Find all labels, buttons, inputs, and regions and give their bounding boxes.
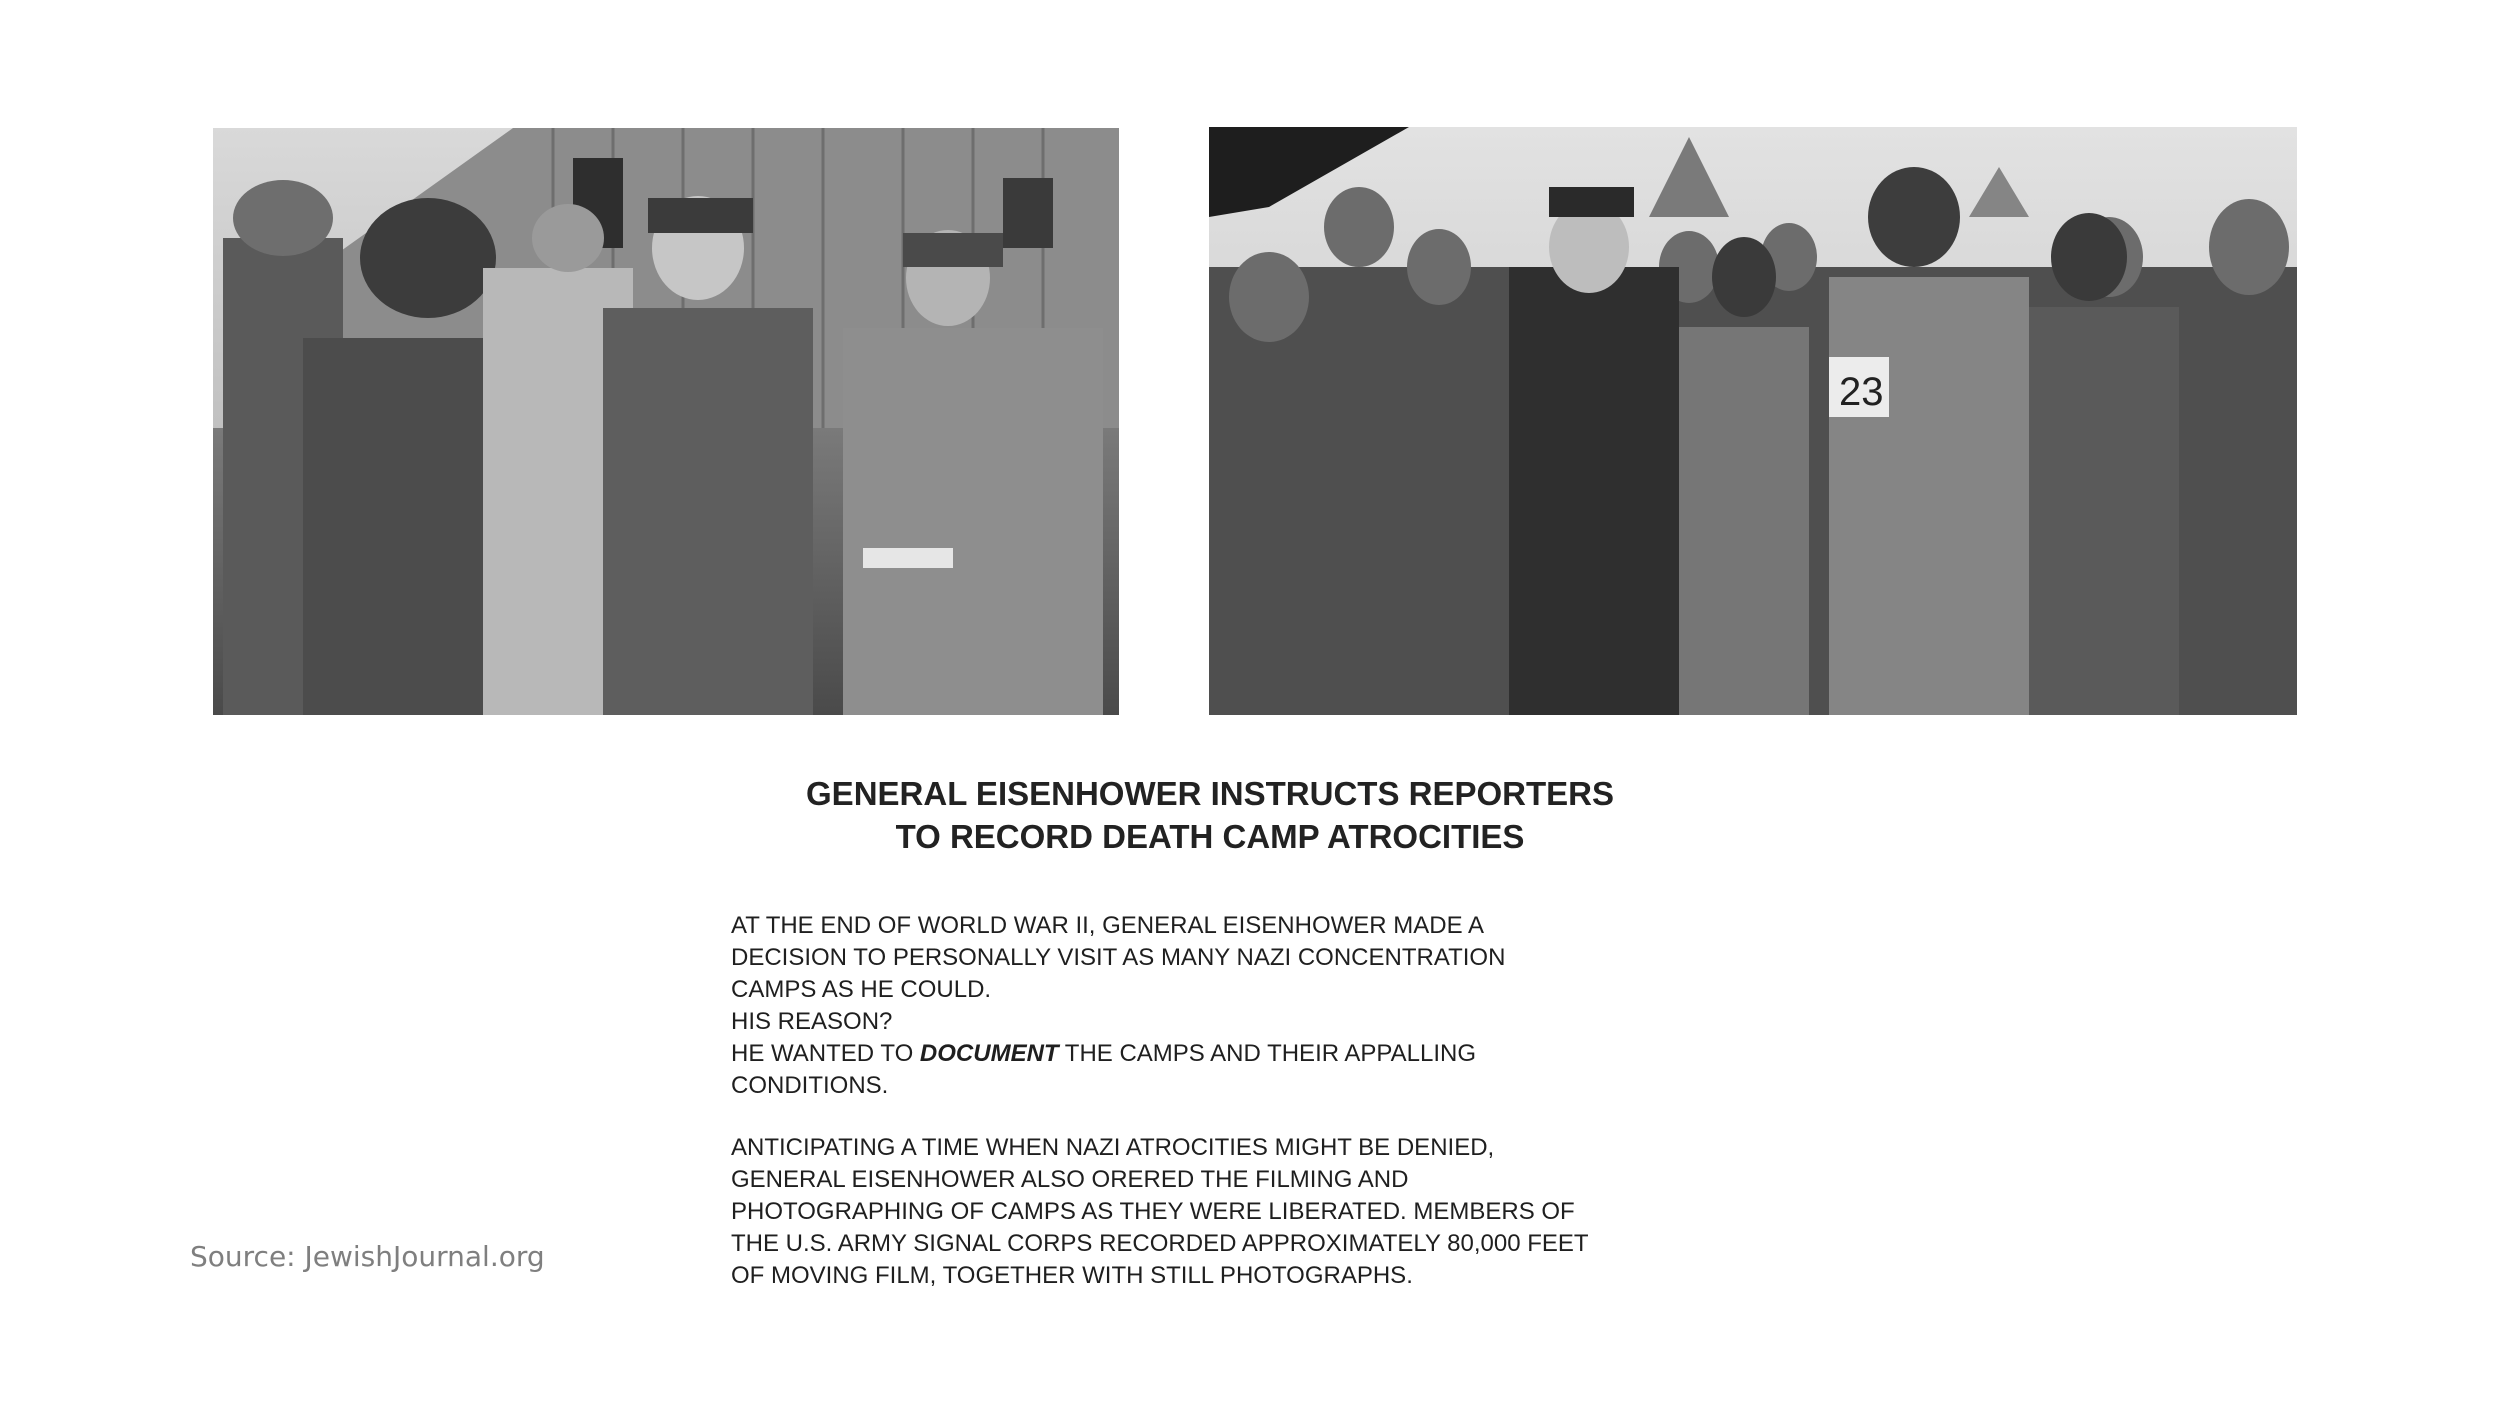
body-line xyxy=(731,1038,1711,1070)
emphasized-word: DOCUMENT xyxy=(919,1040,1059,1067)
body-line: THE U.S. ARMY SIGNAL CORPS RECORDED APPROXIMATELY 80,000 FEET xyxy=(731,1230,1589,1257)
body-line: AT THE END OF WORLD WAR II, GENERAL EISENHOWER MADE A xyxy=(731,912,1484,939)
paragraph-gap xyxy=(731,1102,1711,1132)
body-line: PHOTOGRAPHING OF CAMPS AS THEY WERE LIBERATED. MEMBERS OF xyxy=(731,1198,1575,1225)
headline xyxy=(700,772,1720,858)
body-line: OF MOVING FILM, TOGETHER WITH STILL PHOTOGRAPHS. xyxy=(731,1262,1413,1289)
body-text xyxy=(731,910,1711,1292)
body-line-suffix: THE CAMPS AND THEIR APPALLING xyxy=(1058,1040,1477,1067)
photo-general-with-paratroopers xyxy=(1209,127,2297,715)
headline-line-1: GENERAL EISENHOWER INSTRUCTS REPORTERS xyxy=(806,775,1614,812)
paratrooper-number-tag: 23 xyxy=(1839,370,1884,414)
body-line: CAMPS AS HE COULD. xyxy=(731,976,992,1003)
photo-officers-at-barracks xyxy=(213,128,1119,715)
body-line: ANTICIPATING A TIME WHEN NAZI ATROCITIES MIGHT BE DENIED, xyxy=(731,1134,1495,1161)
headline-line-2: TO RECORD DEATH CAMP ATROCITIES xyxy=(895,818,1525,855)
body-line: CONDITIONS. xyxy=(731,1072,889,1099)
body-line: GENERAL EISENHOWER ALSO ORERED THE FILMING AND xyxy=(731,1166,1409,1193)
body-line: DECISION TO PERSONALLY VISIT AS MANY NAZI CONCENTRATION xyxy=(731,944,1506,971)
source-credit: Source: JewishJournal.org xyxy=(190,1240,545,1273)
body-line: HIS REASON? xyxy=(731,1008,893,1035)
body-line-prefix: HE WANTED TO xyxy=(731,1040,920,1067)
